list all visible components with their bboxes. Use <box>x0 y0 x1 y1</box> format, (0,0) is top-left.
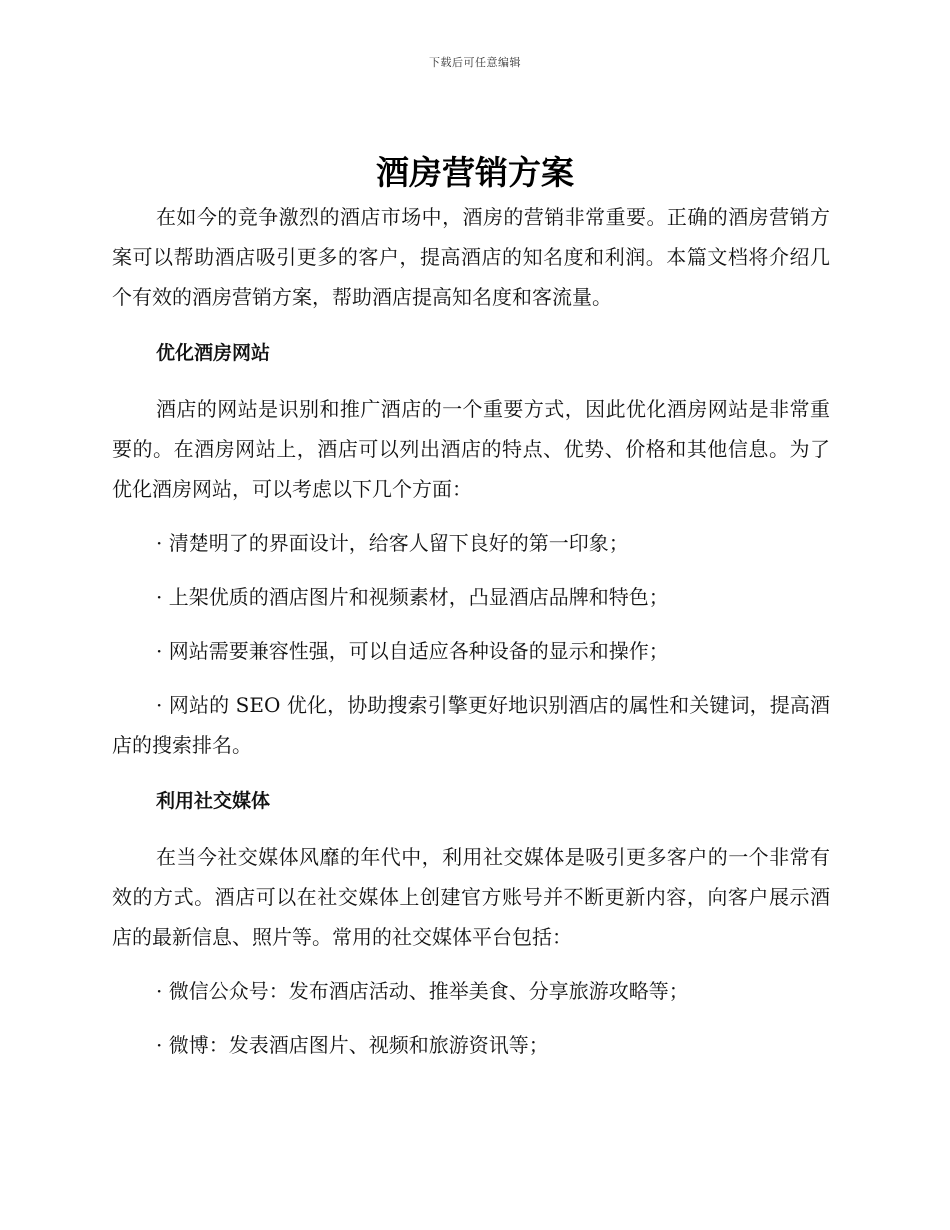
list-item: · 微信公众号：发布酒店活动、推举美食、分享旅游攻略等； <box>156 979 689 1003</box>
list-item: · 网站需要兼容性强，可以自适应各种设备的显示和操作； <box>156 639 669 663</box>
list-item: · 网站的 SEO 优化，协助搜索引擎更好地识别酒店的属性和关键词，提高酒店的搜索排名。 <box>112 693 830 757</box>
header-note: 下载后可任意编辑 <box>429 56 521 69</box>
section-heading-website: 优化酒房网站 <box>156 342 271 364</box>
section-paragraph-social: 在当今社交媒体风靡的年代中，利用社交媒体是吸引更多客户的一个非常有效的方式。酒店可以在社交媒体上创建官方账号并不断更新内容，向客户展示酒店的最新信息、照片等。常用的社交媒体平台包括： <box>112 845 830 949</box>
section-paragraph-website: 酒店的网站是识别和推广酒店的一个重要方式，因此优化酒房网站是非常重要的。在酒房网站上，酒店可以列出酒店的特点、优势、价格和其他信息。为了优化酒房网站，可以考虑以下几个方面： <box>112 397 830 501</box>
list-item: · 上架优质的酒店图片和视频素材，凸显酒店品牌和特色； <box>156 585 669 609</box>
list-item: · 微博：发表酒店图片、视频和旅游资讯等； <box>156 1033 549 1057</box>
section-heading-social: 利用社交媒体 <box>156 790 271 812</box>
list-item: · 清楚明了的界面设计，给客人留下良好的第一印象； <box>156 531 629 555</box>
document-body <box>112 197 830 1065</box>
page-title: 酒房营销方案 <box>376 153 574 192</box>
intro-paragraph: 在如今的竞争激烈的酒店市场中，酒房的营销非常重要。正确的酒房营销方案可以帮助酒店吸引更多的客户，提高酒店的知名度和利润。本篇文档将介绍几个有效的酒房营销方案，帮助酒店提高知名度和客流量。 <box>112 205 830 309</box>
